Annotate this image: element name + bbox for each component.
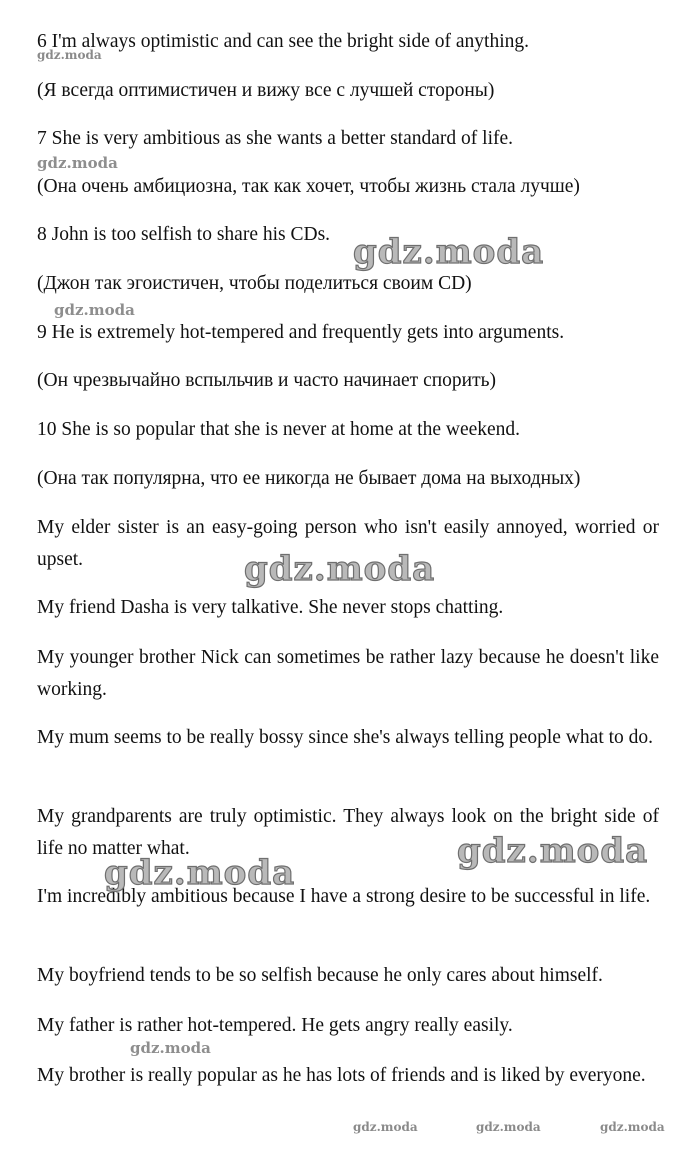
paragraph-friend-dasha: My friend Dasha is very talkative. She never stops chatting. — [37, 597, 504, 618]
watermark: gdz.moda — [476, 1120, 541, 1134]
watermark: gdz.moda — [37, 154, 118, 172]
paragraph-younger-brother: My younger brother Nick can sometimes be rather lazy because he doesn't like working. — [37, 647, 659, 700]
sentence-10: 10 She is so popular that she is never at home at the weekend. — [37, 419, 521, 440]
watermark: gdz.moda — [353, 1120, 418, 1134]
paragraph-grandparents: My grandparents are truly optimistic. They always look on the bright side of life no matter what. — [37, 806, 659, 859]
translation-10: (Она так популярна, что ее никогда не бывает дома на выходных) — [37, 468, 581, 489]
sentence-9: 9 He is extremely hot-tempered and frequently gets into arguments. — [37, 322, 565, 343]
watermark: gdz.moda — [353, 232, 545, 272]
watermark: gdz.moda — [54, 301, 135, 319]
paragraph-elder-sister: My elder sister is an easy-going person who isn't easily annoyed, worried or upset. — [37, 517, 659, 570]
watermark: gdz.moda — [244, 549, 436, 589]
paragraph-mum: My mum seems to be really bossy since she's always telling people what to do. — [37, 727, 654, 748]
translation-9: (Он чрезвычайно вспыльчив и часто начинает спорить) — [37, 370, 497, 391]
sentence-6: 6 I'm always optimistic and can see the bright side of anything. — [37, 31, 529, 52]
watermark: gdz.moda — [600, 1120, 665, 1134]
translation-7: (Она очень амбициозна, так как хочет, чтобы жизнь стала лучше) — [37, 176, 580, 197]
watermark: gdz.moda — [130, 1039, 211, 1057]
translation-6: (Я всегда оптимистичен и вижу все с лучшей стороны) — [37, 80, 495, 101]
sentence-8: 8 John is too selfish to share his CDs. — [37, 224, 331, 245]
paragraph-father: My father is rather hot-tempered. He gets angry really easily. — [37, 1015, 513, 1036]
watermark: gdz.moda — [37, 48, 102, 62]
sentence-7: 7 She is very ambitious as she wants a better standard of life. — [37, 128, 514, 149]
watermark: gdz.moda — [457, 831, 649, 871]
paragraph-brother: My brother is really popular as he has lots of friends and is liked by everyone. — [37, 1065, 646, 1086]
watermark: gdz.moda — [104, 853, 296, 893]
paragraph-boyfriend: My boyfriend tends to be so selfish because he only cares about himself. — [37, 965, 603, 986]
translation-8: (Джон так эгоистичен, чтобы поделиться своим CD) — [37, 273, 472, 294]
paragraph-ambitious: I'm incredibly ambitious because I have a strong desire to be successful in life. — [37, 886, 651, 907]
